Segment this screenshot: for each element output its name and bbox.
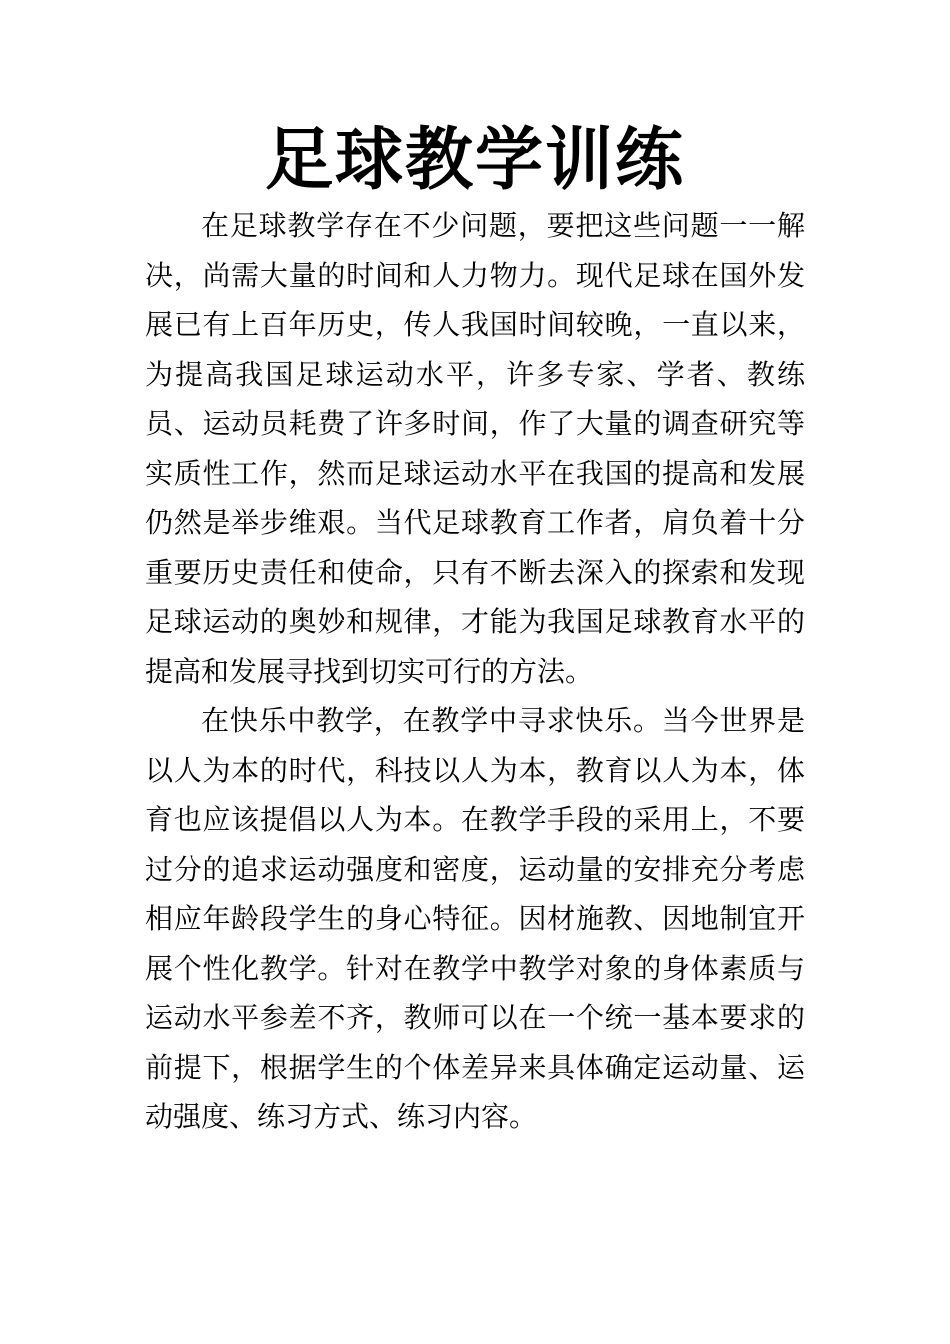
document-title: 足球教学训练 (264, 121, 685, 200)
paragraph-2: 在快乐中教学，在教学中寻求快乐。当今世界是以人为本的时代，科技以人为本，教育以人为本，体育也应该提倡以人为本。在教学手段的采用上，不要过分的追求运动强度和密度，运动量的安排充分考虑相应年龄段学生的身心特征。因材施教、因地制宜开展个性化教学。针对在教学中教学对象的身体素质与运动水平参差不齐，教师可以在一个统一基本要求的前提下，根据学生的个体差异来具体确定运动量、运动强度、练习方式、练习内容。 (145, 704, 805, 1133)
document-body (145, 201, 805, 1142)
paragraph-1: 在足球教学存在不少问题，要把这些问题一一解决，尚需大量的时间和人力物力。现代足球在国外发展已有上百年历史，传人我国时间较晚，一直以来，为提高我国足球运动水平，许多专家、学者、教练员、运动员耗费了许多时间，作了大量的调查研究等实质性工作，然而足球运动水平在我国的提高和发展仍然是举步维艰。当代足球教育工作者，肩负着十分重要历史责任和使命，只有不断去深入的探索和发现足球运动的奥妙和规律，才能为我国足球教育水平的提高和发展寻找到切实可行的方法。 (145, 209, 805, 688)
